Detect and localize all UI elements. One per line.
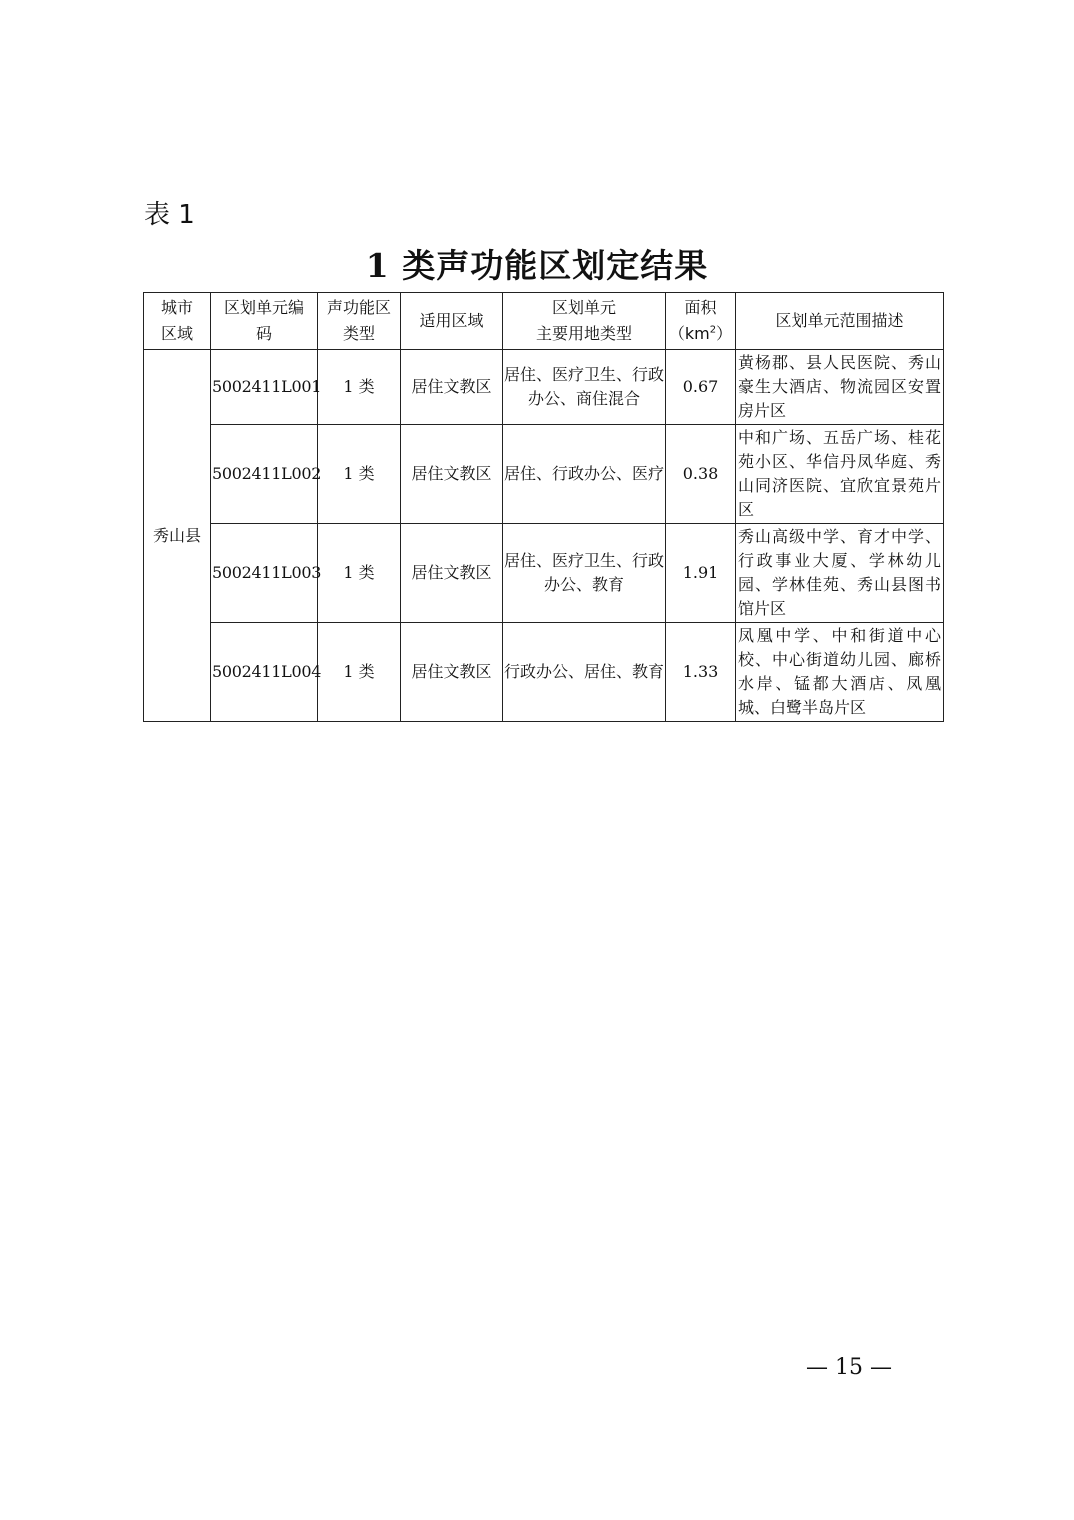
cell-land-use: 居住、医疗卫生、行政办公、教育: [503, 524, 666, 623]
zoning-result-table: [143, 292, 944, 722]
cell-applicable-area: 居住文教区: [401, 350, 503, 425]
header-city-area-line1: 城市: [160, 298, 193, 317]
header-zone-type-line2: 类型: [342, 324, 375, 343]
cell-zone-type: 1 类: [318, 524, 401, 623]
cell-city-area: 秀山县: [144, 350, 211, 722]
header-description: 区划单元范围描述: [736, 293, 944, 350]
cell-area: 1.33: [666, 623, 736, 722]
header-area-unit-open: （km: [668, 324, 710, 343]
header-area: [666, 293, 736, 350]
cell-land-use: 居住、行政办公、医疗: [503, 425, 666, 524]
header-unit-code: [211, 293, 318, 350]
cell-description: 中和广场、五岳广场、桂花苑小区、华信丹凤华庭、秀山同济医院、宜欣宜景苑片区: [736, 425, 944, 524]
table-row: [144, 350, 944, 425]
header-land-use-line2: 主要用地类型: [535, 324, 632, 343]
cell-area: 1.91: [666, 524, 736, 623]
cell-applicable-area: 居住文教区: [401, 425, 503, 524]
header-zone-type: [318, 293, 401, 350]
header-area-unit-sup: 2: [709, 324, 717, 336]
table-row: [144, 425, 944, 524]
cell-area: 0.38: [666, 425, 736, 524]
cell-zone-type: 1 类: [318, 425, 401, 524]
cell-zone-type: 1 类: [318, 350, 401, 425]
header-area-unit: [667, 321, 734, 347]
cell-area: 0.67: [666, 350, 736, 425]
cell-unit-code: 5002411L003: [211, 524, 318, 623]
table-row: [144, 623, 944, 722]
header-area-unit-close: ）: [716, 324, 733, 343]
header-applicable-area: 适用区域: [401, 293, 503, 350]
cell-unit-code: 5002411L004: [211, 623, 318, 722]
cell-unit-code: 5002411L001: [211, 350, 318, 425]
cell-description: 黄杨郡、县人民医院、秀山豪生大酒店、物流园区安置房片区: [736, 350, 944, 425]
cell-land-use: 居住、医疗卫生、行政办公、商住混合: [503, 350, 666, 425]
cell-unit-code: 5002411L002: [211, 425, 318, 524]
document-title: 1 类声功能区划定结果: [365, 246, 709, 285]
cell-applicable-area: 居住文教区: [401, 524, 503, 623]
cell-zone-type: 1 类: [318, 623, 401, 722]
cell-applicable-area: 居住文教区: [401, 623, 503, 722]
header-zone-type-line1: 声功能区: [326, 298, 391, 317]
table-row: [144, 524, 944, 623]
cell-description: 秀山高级中学、育才中学、行政事业大厦、学林幼儿园、学林佳苑、秀山县图书馆片区: [736, 524, 944, 623]
table-label: 表 1: [144, 200, 195, 230]
cell-land-use: 行政办公、居住、教育: [503, 623, 666, 722]
header-area-line1: 面积: [684, 298, 717, 317]
page-number: — 15 —: [806, 1355, 892, 1380]
header-land-use: [503, 293, 666, 350]
cell-description: 凤凰中学、中和街道中心校、中心街道幼儿园、廊桥水岸、锰都大酒店、凤凰城、白鹭半岛片区: [736, 623, 944, 722]
header-land-use-line1: 区划单元: [551, 298, 616, 317]
header-unit-code-line1: 区划单元编: [223, 298, 304, 317]
header-unit-code-line2: 码: [255, 324, 272, 343]
header-city-area: [144, 293, 211, 350]
table-header-row: [144, 293, 944, 350]
header-city-area-line2: 区域: [160, 324, 193, 343]
